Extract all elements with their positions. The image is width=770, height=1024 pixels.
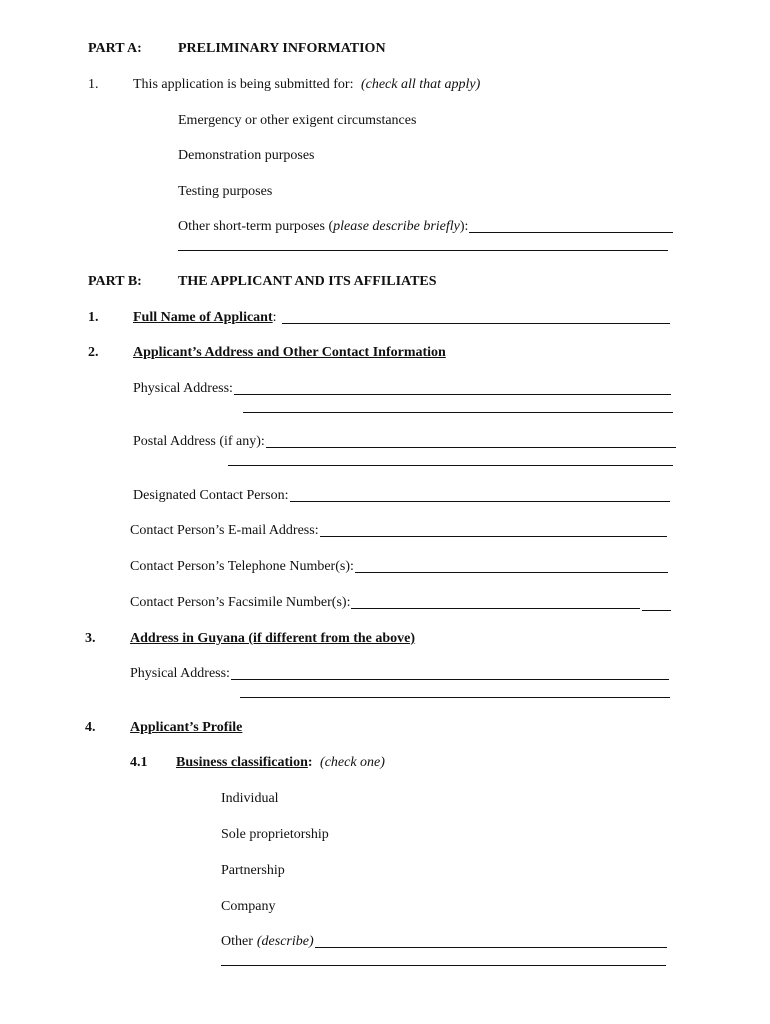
full-name-label: Full Name of Applicant xyxy=(133,310,273,325)
contact-phone-label: Contact Person’s Telephone Number(s): xyxy=(130,559,354,574)
full-name-colon: : xyxy=(272,310,277,325)
part-a-label: PART A: xyxy=(88,41,142,56)
contact-fax-field-extension[interactable] xyxy=(642,610,671,611)
part-b-title: THE APPLICANT AND ITS AFFILIATES xyxy=(178,274,437,289)
contact-email-row xyxy=(130,522,667,540)
part-b-label: PART B: xyxy=(88,274,142,289)
postal-address-row xyxy=(133,433,676,451)
profile-heading: Applicant’s Profile xyxy=(130,720,243,735)
other-label: Other short-term purposes ( xyxy=(178,219,334,234)
other-business-label: Other xyxy=(221,934,253,949)
guyana-physical-address-label: Physical Address: xyxy=(130,666,230,681)
business-classification xyxy=(176,754,385,772)
other-suffix: ): xyxy=(459,219,469,234)
guyana-address-heading: Address in Guyana (if different from the above) xyxy=(130,631,416,646)
question-number: 4. xyxy=(85,720,96,735)
contact-phone-field[interactable] xyxy=(355,558,668,573)
physical-address-field-line2[interactable] xyxy=(243,412,673,413)
guyana-physical-address-field-line2[interactable] xyxy=(240,697,670,698)
other-description-field-line2[interactable] xyxy=(178,250,668,251)
option-testing[interactable]: Testing purposes xyxy=(178,184,273,199)
physical-address-label: Physical Address: xyxy=(133,381,233,396)
question-number: 1. xyxy=(88,310,99,325)
contact-email-label: Contact Person’s E-mail Address: xyxy=(130,523,319,538)
option-other-business[interactable] xyxy=(221,933,667,951)
option-partnership[interactable]: Partnership xyxy=(221,863,285,878)
business-classification-colon: : xyxy=(307,755,313,770)
option-sole-proprietorship[interactable]: Sole proprietorship xyxy=(221,827,329,842)
other-business-field-line2[interactable] xyxy=(221,965,666,966)
address-heading: Applicant’s Address and Other Contact Information xyxy=(133,345,446,360)
option-demonstration[interactable]: Demonstration purposes xyxy=(178,148,315,163)
full-name-field[interactable] xyxy=(282,309,670,324)
part-a-title: PRELIMINARY INFORMATION xyxy=(178,41,386,56)
business-classification-label: Business classification xyxy=(176,755,308,770)
postal-address-label: Postal Address (if any): xyxy=(133,434,265,449)
option-company[interactable]: Company xyxy=(221,899,276,914)
postal-address-field[interactable] xyxy=(266,433,676,448)
other-description-field[interactable] xyxy=(469,218,673,233)
question-number: 2. xyxy=(88,345,99,360)
question-number: 3. xyxy=(85,631,96,646)
contact-person-field[interactable] xyxy=(290,487,670,502)
other-business-field[interactable] xyxy=(315,933,667,948)
question-text xyxy=(133,76,480,94)
contact-fax-row xyxy=(130,594,640,612)
physical-address-row xyxy=(133,380,671,398)
contact-phone-row xyxy=(130,558,668,576)
question-label: This application is being submitted for: xyxy=(133,77,354,92)
business-classification-hint: (check one) xyxy=(320,755,385,770)
full-name-row xyxy=(133,309,670,327)
question-number: 1. xyxy=(88,77,99,92)
physical-address-field[interactable] xyxy=(234,380,671,395)
question-hint: (check all that apply) xyxy=(360,77,481,92)
option-other-short-term[interactable] xyxy=(178,218,673,236)
subquestion-number: 4.1 xyxy=(130,755,148,770)
option-individual[interactable]: Individual xyxy=(221,791,279,806)
guyana-physical-address-row xyxy=(130,665,669,683)
option-emergency[interactable]: Emergency or other exigent circumstances xyxy=(178,113,417,128)
guyana-physical-address-field[interactable] xyxy=(231,665,669,680)
other-business-hint: (describe) xyxy=(256,934,314,949)
contact-fax-field[interactable] xyxy=(351,594,640,609)
contact-email-field[interactable] xyxy=(320,522,667,537)
postal-address-field-line2[interactable] xyxy=(228,465,673,466)
contact-person-row xyxy=(133,487,670,505)
other-hint: please describe briefly xyxy=(333,219,460,234)
contact-fax-label: Contact Person’s Facsimile Number(s): xyxy=(130,595,351,610)
contact-person-label: Designated Contact Person: xyxy=(133,488,289,503)
